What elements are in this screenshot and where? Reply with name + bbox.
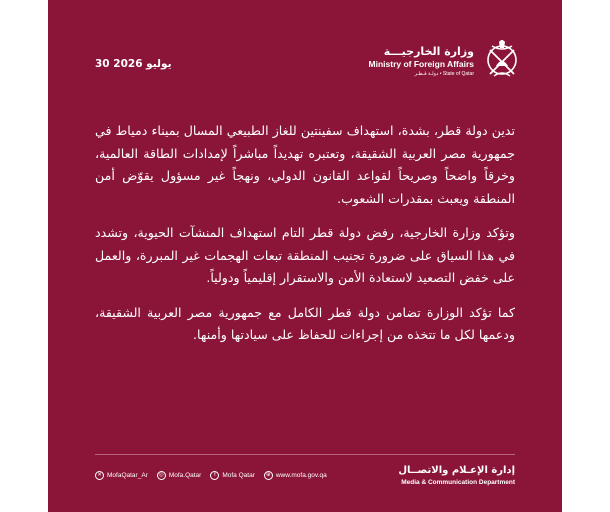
statement-card: [48, 0, 562, 512]
social-handle: www.mofa.gov.qa: [275, 472, 327, 479]
facebook-icon: f: [210, 471, 219, 480]
statement-paragraph: وتؤكد وزارة الخارجية، رفض دولة قطر التام استهداف المنشآت الحيوية، وتشدد في هذا السياق على ضرورة تجنيب المنطقة تبعات الهجمات غير المبررة، والعمل على خفض التصعيد لاستعادة الأمن والاستقرار إقليمياً ودولياً.: [95, 225, 515, 285]
statement-body: [95, 120, 515, 359]
department-name-en: Media & Communication Department: [401, 479, 515, 486]
department-name-ar: إدارة الإعـلام والاتصــال: [398, 465, 515, 476]
social-web[interactable]: [264, 471, 327, 480]
web-icon: ⊕: [264, 471, 273, 480]
statement-paragraph: تدين دولة قطر، بشدة، استهداف سفينتين للغاز الطبيعي المسال بميناء دمياط في جمهورية مصر العربية الشقيقة، وتعتبره تهديداً مباشراً لإمدادات الطاقة العالمية، وخرقاً واضحاً وصريحاً لقواعد القانون الدولي، ونهجاً غير مسؤول يقوّض أمن المنطقة ويعبث بمقدرات الشعوب.: [95, 123, 515, 206]
x-icon: ✕: [95, 471, 104, 480]
ministry-name-ar: وزارة الخارجيـــة: [383, 45, 474, 58]
qatar-emblem-icon: [482, 36, 522, 80]
ministry-name-en: Ministry of Foreign Affairs: [368, 59, 474, 69]
footer-divider: [95, 454, 515, 455]
ministry-logo: [352, 36, 522, 86]
instagram-icon: ◎: [157, 471, 166, 480]
statement-paragraph: كما تؤكد الوزارة تضامن دولة قطر الكامل مع جمهورية مصر العربية الشقيقة، ودعمها لكل ما تتخذه من إجراءات للحفاظ على سيادتها وأمنها.: [95, 304, 515, 342]
department-label: [398, 465, 515, 486]
social-handle: MofaQatar_Ar: [107, 472, 148, 479]
social-x[interactable]: [95, 471, 148, 480]
social-handle: Mofa Qatar: [222, 472, 255, 479]
social-links: [95, 471, 327, 480]
social-handle: Mofa.Qatar: [168, 472, 202, 479]
social-facebook[interactable]: [210, 471, 255, 480]
social-instagram[interactable]: [157, 471, 202, 480]
statement-date: 30 يوليو 2026: [95, 58, 172, 70]
state-of-qatar-label: State of Qatar • دولـة قـطـر: [414, 71, 474, 77]
